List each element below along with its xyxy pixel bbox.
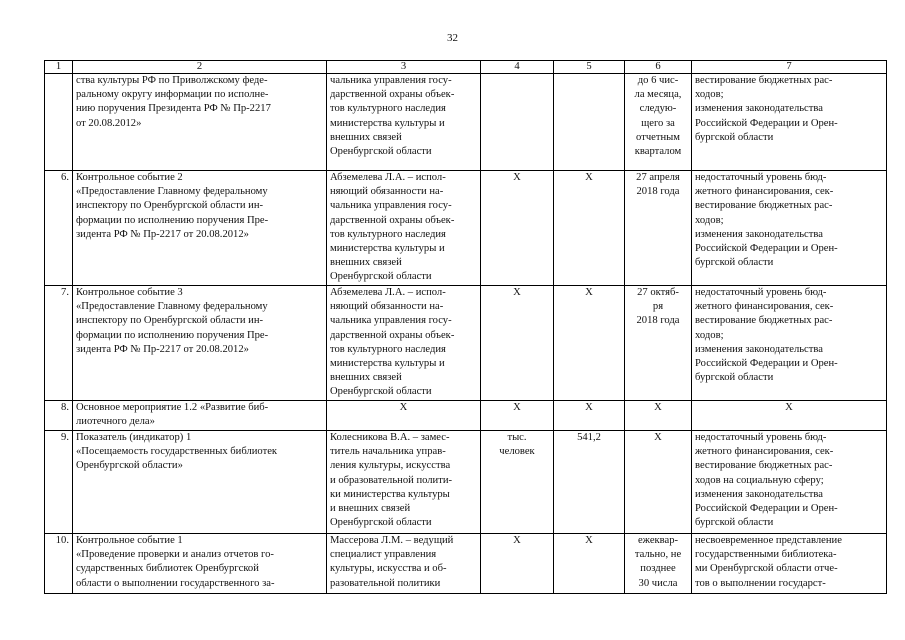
text-line: сударственных библиотек Оренбургской	[76, 563, 259, 575]
text-line: изменения законодательства	[695, 103, 823, 115]
text-line: тыс.	[507, 432, 527, 443]
text-line: внешних связей	[330, 257, 402, 269]
text-line: зидента РФ № Пр-2217 от 20.08.2012»	[76, 228, 249, 240]
row-risks	[692, 286, 887, 401]
text-line: Оренбургской области	[330, 146, 432, 158]
text-line: тов культурного наследия	[330, 228, 446, 240]
row-number	[45, 74, 73, 171]
text-line: формации по исполнению поручения Пре-	[76, 214, 269, 226]
text-line: чальника управления госу-	[330, 200, 452, 212]
text-line: ря	[652, 301, 664, 313]
text-line: Оренбургской области	[330, 386, 432, 398]
text-line: Оренбургской области»	[76, 460, 183, 472]
text-line: несвоевременное представление	[695, 535, 842, 546]
text-line: ежеквар-	[637, 535, 679, 546]
text-line: вестирование бюджетных рас-	[695, 460, 833, 472]
text-line: изменения законодательства	[695, 228, 823, 240]
text-line: Контрольное событие 2	[76, 172, 183, 183]
row-description	[73, 74, 327, 171]
text-line: Российской Федерации и Орен-	[695, 358, 838, 370]
text-line: изменения законодательства	[695, 488, 823, 500]
header-col-3: 3	[327, 61, 481, 74]
text-line: Абземелева Л.А. – испол-	[330, 172, 446, 183]
text-line: Показатель (индикатор) 1	[76, 432, 192, 443]
text-line: ходов;	[695, 214, 724, 226]
text-line: Российской Федерации и Орен-	[695, 243, 838, 255]
text-line: тов культурного наследия	[330, 343, 446, 355]
text-line: дарственной охраны объек-	[330, 329, 455, 341]
row-value: 541,2	[554, 431, 625, 534]
text-line: отчетным	[636, 131, 680, 143]
text-line: бургской области	[695, 372, 774, 384]
row-description	[73, 171, 327, 286]
row-unit: X	[481, 534, 554, 594]
row-deadline: X	[625, 401, 692, 431]
text-line: министерства культуры и	[330, 358, 445, 370]
table-row	[45, 431, 887, 534]
row-unit: X	[481, 401, 554, 431]
row-responsible	[327, 286, 481, 401]
row-value: X	[554, 286, 625, 401]
text-line: изменения законодательства	[695, 343, 823, 355]
row-description	[73, 286, 327, 401]
text-line: зидента РФ № Пр-2217 от 20.08.2012»	[76, 343, 249, 355]
row-unit	[481, 431, 554, 534]
text-line: ства культуры РФ по Приволжскому феде-	[76, 75, 268, 86]
text-line: жетного финансирования, сек-	[695, 301, 834, 313]
text-line: кварталом	[634, 146, 682, 158]
header-col-1: 1	[45, 61, 73, 74]
row-risks	[692, 171, 887, 286]
text-line: 2018 года	[636, 186, 680, 198]
text-line: и образовательной полити-	[330, 474, 453, 486]
text-line: ходов;	[695, 89, 724, 101]
row-unit: X	[481, 286, 554, 401]
row-value: X	[554, 534, 625, 594]
text-line: дарственной охраны объек-	[330, 214, 455, 226]
text-line: Оренбургской области	[330, 271, 432, 283]
row-number: 8.	[45, 401, 73, 431]
text-line: инспектору по Оренбургской области ин-	[76, 315, 264, 327]
row-responsible	[327, 431, 481, 534]
text-line: 30 числа	[638, 577, 678, 589]
text-line: жетного финансирования, сек-	[695, 446, 834, 458]
text-line: Массерова Л.М. – ведущий	[330, 535, 454, 546]
text-line: ления культуры, искусства	[330, 460, 451, 472]
text-line: следую-	[639, 103, 677, 115]
text-line: недостаточный уровень бюд-	[695, 287, 827, 298]
text-line: лиотечного дела»	[76, 416, 155, 428]
text-line: дарственной охраны объек-	[330, 89, 455, 101]
row-number: 6.	[45, 171, 73, 286]
text-line: «Проведение проверки и анализ отчетов го-	[76, 549, 274, 561]
page-number: 32	[447, 32, 458, 44]
row-risks	[692, 74, 887, 171]
text-line: ральному округу информации по исполне-	[76, 89, 269, 101]
row-responsible	[327, 171, 481, 286]
header-col-6: 6	[625, 61, 692, 74]
text-line: Контрольное событие 3	[76, 287, 183, 298]
text-line: Колесникова В.А. – замес-	[330, 432, 450, 443]
row-description	[73, 534, 327, 594]
text-line: Оренбургской области	[330, 517, 432, 529]
text-line: ки министерства культуры	[330, 488, 450, 500]
text-line: тов о выполнении государст-	[695, 577, 826, 589]
text-line: тально, не	[634, 549, 682, 561]
text-line: разовательной политики	[330, 577, 441, 589]
row-value: X	[554, 401, 625, 431]
text-line: тов культурного наследия	[330, 103, 446, 115]
table-row	[45, 286, 887, 401]
row-number: 10.	[45, 534, 73, 594]
table-row	[45, 401, 887, 431]
text-line: нию поручения Президента РФ № Пр-2217	[76, 103, 271, 115]
text-line: вестирование бюджетных рас-	[695, 315, 833, 327]
row-responsible: X	[327, 401, 481, 431]
text-line: внешних связей	[330, 131, 402, 143]
text-line: и внешних связей	[330, 503, 411, 515]
text-line: «Предоставление Главному федеральному	[76, 301, 268, 313]
text-line: внешних связей	[330, 372, 402, 384]
text-line: до 6 чис-	[637, 75, 679, 86]
row-risks	[692, 431, 887, 534]
text-line: Контрольное событие 1	[76, 535, 183, 546]
row-unit	[481, 74, 554, 171]
row-risks	[692, 534, 887, 594]
header-col-5: 5	[554, 61, 625, 74]
row-risks: X	[692, 401, 887, 431]
text-line: ла месяца,	[634, 89, 682, 101]
plan-table	[44, 60, 887, 594]
text-line: министерства культуры и	[330, 243, 445, 255]
row-deadline	[625, 534, 692, 594]
text-line: бургской области	[695, 257, 774, 269]
text-line: культуры, искусства и об-	[330, 563, 447, 575]
row-value	[554, 74, 625, 171]
text-line: «Посещаемость государственных библиотек	[76, 446, 278, 458]
text-line: Российской Федерации и Орен-	[695, 503, 838, 515]
row-deadline	[625, 286, 692, 401]
row-unit: X	[481, 171, 554, 286]
text-line: государственными библиотека-	[695, 549, 837, 561]
row-responsible	[327, 534, 481, 594]
text-line: ходов на социальную сферу;	[695, 474, 824, 486]
table-row	[45, 74, 887, 171]
header-col-7: 7	[692, 61, 887, 74]
text-line: чальника управления госу-	[330, 315, 452, 327]
row-responsible	[327, 74, 481, 171]
text-line: вестирование бюджетных рас-	[695, 200, 833, 212]
text-line: недостаточный уровень бюд-	[695, 432, 827, 443]
text-line: позднее	[640, 563, 676, 575]
table-row	[45, 534, 887, 594]
text-line: ходов;	[695, 329, 724, 341]
text-line: жетного финансирования, сек-	[695, 186, 834, 198]
text-line: от 20.08.2012»	[76, 117, 142, 129]
text-line: 27 октяб-	[637, 287, 679, 298]
header-col-4: 4	[481, 61, 554, 74]
text-line: ми Оренбургской области отче-	[695, 563, 838, 575]
text-line: Российской Федерации и Орен-	[695, 117, 838, 129]
row-value: X	[554, 171, 625, 286]
row-number: 9.	[45, 431, 73, 534]
text-line: формации по исполнению поручения Пре-	[76, 329, 269, 341]
text-line: титель начальника управ-	[330, 446, 446, 458]
text-line: Основное мероприятие 1.2 «Развитие биб-	[76, 402, 269, 413]
text-line: бургской области	[695, 131, 774, 143]
text-line: «Предоставление Главному федеральному	[76, 186, 268, 198]
text-line: специалист управления	[330, 549, 437, 561]
row-number: 7.	[45, 286, 73, 401]
row-deadline	[625, 171, 692, 286]
text-line: недостаточный уровень бюд-	[695, 172, 827, 183]
text-line: бургской области	[695, 517, 774, 529]
text-line: человек	[499, 446, 535, 458]
text-line: 2018 года	[636, 315, 680, 327]
text-line: чальника управления госу-	[330, 75, 452, 86]
header-col-2: 2	[73, 61, 327, 74]
text-line: вестирование бюджетных рас-	[695, 75, 833, 86]
table-row	[45, 171, 887, 286]
row-description	[73, 401, 327, 431]
text-line: Абземелева Л.А. – испол-	[330, 287, 446, 298]
text-line: няющий обязанности на-	[330, 301, 444, 313]
row-deadline: X	[625, 431, 692, 534]
text-line: няющий обязанности на-	[330, 186, 444, 198]
text-line: области о выполнении государственного за-	[76, 577, 275, 589]
text-line: инспектору по Оренбургской области ин-	[76, 200, 264, 212]
text-line: министерства культуры и	[330, 117, 445, 129]
text-line: 27 апреля	[636, 172, 680, 183]
row-description	[73, 431, 327, 534]
text-line: щего за	[641, 117, 675, 129]
row-deadline	[625, 74, 692, 171]
table-header-row	[45, 61, 887, 74]
